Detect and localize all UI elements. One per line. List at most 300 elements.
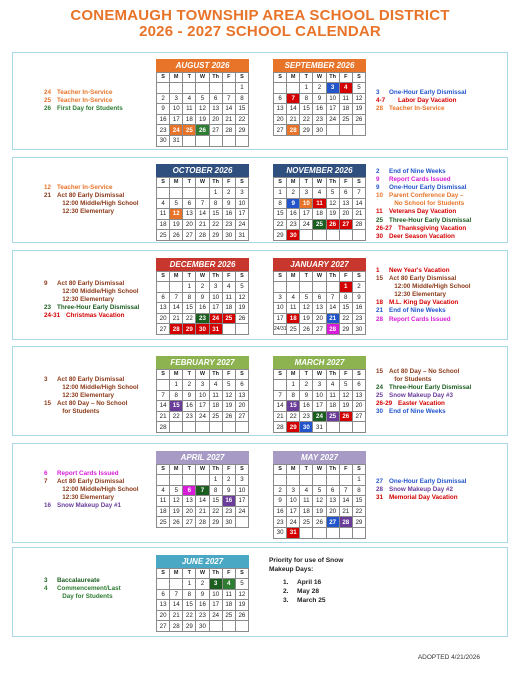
weekday-label: W (313, 370, 326, 380)
weekday-label: Th (326, 272, 339, 282)
priority-date: March 25 (297, 597, 326, 604)
day-cell: 25 (209, 411, 222, 422)
event-date: 4 (44, 585, 48, 593)
weekday-label: S (235, 465, 248, 475)
event-item (376, 208, 471, 216)
day-cell: 24 (209, 313, 222, 324)
weekday-label: Th (209, 73, 222, 83)
day-cell: 29 (183, 621, 196, 632)
day-cell: 22 (209, 219, 222, 230)
day-cell: 26 (170, 517, 183, 528)
event-item (44, 494, 139, 502)
day-cell: 3 (170, 93, 183, 104)
empty-cell (313, 527, 326, 538)
day-cell: 20 (183, 219, 196, 230)
weekday-label: W (313, 178, 326, 188)
empty-cell (170, 579, 183, 590)
event-date: 25 (376, 392, 384, 400)
weekday-label: W (196, 569, 209, 579)
event-date: 9 (376, 184, 380, 192)
empty-cell (183, 83, 196, 94)
weekday-label: W (313, 465, 326, 475)
day-cell: 31 (170, 135, 183, 146)
event-date: 10 (376, 192, 384, 200)
weekday-label: F (339, 272, 352, 282)
weekday-label: S (235, 272, 248, 282)
day-cell: 2 (287, 188, 300, 199)
day-cell: 18 (209, 401, 222, 412)
day-cell: 18 (157, 219, 170, 230)
day-cell: 8 (209, 485, 222, 496)
day-cell: 7 (196, 198, 209, 209)
day-cell: 23 (352, 313, 365, 324)
day-cell: 5 (300, 292, 313, 303)
empty-cell (222, 621, 235, 632)
day-cell: 11 (157, 209, 170, 220)
priority-item (283, 587, 343, 596)
day-cell: 5 (313, 485, 326, 496)
day-cell: 1 (300, 83, 313, 94)
day-cell: 5 (222, 380, 235, 391)
weekday-label: M (287, 370, 300, 380)
event-date: 24 (376, 384, 384, 392)
weekday-label: Th (209, 465, 222, 475)
calendar-feb (156, 356, 249, 433)
day-cell: 24 (300, 219, 313, 230)
day-cell: 28 (196, 230, 209, 241)
day-cell: 12 (170, 496, 183, 507)
weekday-label: T (183, 73, 196, 83)
weekday-label: M (170, 272, 183, 282)
day-cell: 4 (339, 83, 352, 94)
day-cell: 24 (287, 517, 300, 528)
day-cell: 26 (235, 610, 248, 621)
day-cell: 17 (300, 209, 313, 220)
empty-cell (235, 621, 248, 632)
day-cell: 9 (313, 93, 326, 104)
day-cell: 4 (222, 282, 235, 293)
day-cell: 3 (274, 292, 287, 303)
event-label: Three-Hour Early Dismissal (389, 384, 472, 392)
event-date: 30 (376, 408, 384, 416)
weekday-label: Th (326, 73, 339, 83)
day-cell: 29 (339, 324, 352, 335)
month-header: MAY 2027 (273, 451, 366, 464)
day-cell: 22 (274, 219, 287, 230)
event-date: 28 (376, 105, 384, 113)
weekday-label: Th (209, 272, 222, 282)
empty-cell (326, 125, 339, 136)
event-label: M.L. King Day Vacation (389, 299, 459, 307)
day-cell: 21 (352, 209, 365, 220)
day-cell: 12 (235, 589, 248, 600)
event-date: 25 (44, 97, 52, 105)
day-cell: 25 (222, 313, 235, 324)
weekday-label: S (157, 178, 170, 188)
day-cell: 27 (209, 125, 222, 136)
empty-cell (183, 135, 196, 146)
event-date: 9 (376, 176, 380, 184)
event-date: 27 (376, 478, 384, 485)
priority-box (269, 556, 343, 605)
month-header: NOVEMBER 2026 (273, 164, 366, 177)
day-cell: 2 (157, 93, 170, 104)
weekday-label: W (196, 370, 209, 380)
event-date: 18 (376, 299, 384, 307)
day-cell: 30 (300, 422, 313, 433)
day-cell: 21 (170, 313, 183, 324)
event-item (44, 400, 139, 408)
day-cell: 25 (183, 125, 196, 136)
empty-cell (235, 422, 248, 433)
day-cell: 2 (222, 475, 235, 486)
event-item (44, 376, 139, 384)
event-date: 3 (44, 577, 48, 584)
day-cell: 8 (209, 198, 222, 209)
empty-cell (274, 282, 287, 293)
event-item (44, 89, 123, 97)
weekday-label: S (274, 178, 287, 188)
day-cell: 6 (157, 589, 170, 600)
day-cell: 24 (235, 219, 248, 230)
day-cell: 26 (352, 114, 365, 125)
day-cell: 3 (313, 380, 326, 391)
day-cell: 24 (326, 114, 339, 125)
month-header: DECEMBER 2026 (156, 258, 249, 271)
event-item (376, 307, 471, 315)
day-cell: 8 (274, 198, 287, 209)
day-cell: 19 (300, 313, 313, 324)
weekday-label: S (352, 73, 365, 83)
event-label: Parent Conference Day – (389, 192, 464, 200)
day-cell: 30 (196, 621, 209, 632)
day-cell: 17 (287, 506, 300, 517)
weekday-label: S (274, 272, 287, 282)
event-date: 6 (44, 470, 48, 477)
day-cell: 3 (196, 380, 209, 391)
day-cell: 18 (183, 114, 196, 125)
empty-cell (157, 475, 170, 486)
weekday-label: F (339, 178, 352, 188)
empty-cell (300, 282, 313, 293)
day-cell: 5 (235, 282, 248, 293)
district-title: CONEMAUGH TOWNSHIP AREA SCHOOL DISTRICT (70, 7, 450, 24)
event-label: for Students (57, 408, 100, 416)
day-cell: 23 (196, 610, 209, 621)
event-label: 12:30 Elementary (57, 392, 115, 400)
day-cell: 7 (274, 390, 287, 401)
day-cell: 12 (235, 292, 248, 303)
weekday-label: M (287, 178, 300, 188)
day-cell: 17 (209, 600, 222, 611)
event-label: Teacher In-Service (57, 89, 113, 96)
day-cell: 29 (274, 230, 287, 241)
event-label: Day for Students (57, 593, 113, 601)
day-cell: 2 (313, 83, 326, 94)
day-cell: 16 (313, 104, 326, 115)
event-item (376, 384, 471, 392)
day-cell: 22 (300, 114, 313, 125)
weekday-label: Th (326, 370, 339, 380)
event-date: 24-31 (44, 312, 61, 320)
empty-cell (313, 282, 326, 293)
event-item (44, 97, 123, 105)
day-cell: 28 (326, 324, 339, 335)
event-date: 15 (376, 368, 384, 375)
empty-cell (300, 475, 313, 486)
event-item (44, 577, 121, 585)
day-cell: 15 (209, 209, 222, 220)
event-item (44, 288, 139, 296)
day-cell: 3 (209, 579, 222, 590)
weekday-label: F (222, 272, 235, 282)
day-cell: 18 (339, 104, 352, 115)
day-cell: 2 (222, 188, 235, 199)
day-cell: 3 (209, 282, 222, 293)
day-cell: 5 (170, 485, 183, 496)
event-label: 12:00 Middle/High School (389, 283, 471, 291)
day-cell: 12 (326, 198, 339, 209)
day-cell: 15 (352, 496, 365, 507)
day-cell: 3 (326, 83, 339, 94)
day-cell: 5 (235, 579, 248, 590)
day-cell: 15 (170, 401, 183, 412)
calendar-mar (273, 356, 366, 433)
day-cell: 21 (170, 610, 183, 621)
weekday-label: S (157, 465, 170, 475)
priority-number: 2. (283, 588, 289, 595)
day-cell: 13 (183, 209, 196, 220)
day-cell: 26 (196, 125, 209, 136)
event-date: 31 (376, 494, 384, 502)
events-row4-right (376, 368, 471, 417)
day-cell: 30 (196, 324, 209, 335)
day-cell: 13 (313, 303, 326, 314)
day-cell: 30 (222, 517, 235, 528)
event-item (376, 291, 471, 299)
empty-cell (287, 282, 300, 293)
day-cell: 26 (170, 230, 183, 241)
day-cell: 1 (170, 380, 183, 391)
day-cell: 16 (157, 114, 170, 125)
weekday-label: F (339, 73, 352, 83)
day-cell: 17 (170, 114, 183, 125)
day-cell: 7 (287, 93, 300, 104)
day-cell: 19 (352, 104, 365, 115)
day-cell: 4 (157, 198, 170, 209)
event-date: 2 (376, 168, 380, 175)
weekday-label: S (235, 178, 248, 188)
day-cell: 19 (326, 209, 339, 220)
day-cell: 29 (209, 230, 222, 241)
day-cell: 14 (157, 401, 170, 412)
day-cell: 1 (183, 282, 196, 293)
event-date: 30 (376, 232, 384, 240)
event-label: First Day for Students (57, 105, 123, 113)
day-cell: 1 (209, 475, 222, 486)
day-cell: 4 (326, 380, 339, 391)
empty-cell (287, 475, 300, 486)
day-cell: 7 (157, 390, 170, 401)
weekday-label: S (157, 73, 170, 83)
event-label: Act 80 Day – No School (57, 400, 128, 408)
event-label: Deer Season Vacation (389, 232, 455, 240)
event-item (376, 494, 466, 502)
day-cell: 29 (209, 517, 222, 528)
day-cell: 4 (183, 93, 196, 104)
day-cell: 21 (157, 411, 170, 422)
event-label: Teacher In-Service (57, 97, 113, 105)
event-label: One-Hour Early Dismissal (389, 89, 467, 96)
day-cell: 22 (352, 506, 365, 517)
empty-cell (339, 422, 352, 433)
priority-item (283, 596, 343, 605)
day-cell: 27 (326, 517, 339, 528)
priority-date: May 28 (297, 588, 319, 595)
empty-cell (196, 188, 209, 199)
day-cell: 27 (352, 411, 365, 422)
day-cell: 24 (235, 506, 248, 517)
weekday-label: T (183, 178, 196, 188)
events-row3-right (376, 267, 471, 324)
empty-cell (300, 527, 313, 538)
day-cell: 19 (339, 401, 352, 412)
calendar-sep (273, 59, 366, 136)
day-cell: 31 (287, 527, 300, 538)
day-cell: 12 (339, 390, 352, 401)
events-row2-right (376, 168, 471, 241)
empty-cell (339, 125, 352, 136)
empty-cell (313, 230, 326, 241)
day-cell: 14 (222, 104, 235, 115)
day-cell: 28 (222, 125, 235, 136)
day-cell: 16 (352, 303, 365, 314)
day-cell: 23 (222, 219, 235, 230)
empty-cell (157, 188, 170, 199)
day-cell: 8 (183, 292, 196, 303)
day-cell: 7 (196, 485, 209, 496)
day-cell: 21 (196, 506, 209, 517)
day-cell: 14 (274, 401, 287, 412)
day-cell: 1 (274, 188, 287, 199)
event-date: 25 (376, 216, 384, 224)
events-row3-left (44, 280, 139, 320)
empty-cell (300, 230, 313, 241)
event-label: Teacher In-Service (389, 105, 445, 113)
day-cell: 25 (157, 230, 170, 241)
events-row5-right (376, 478, 466, 502)
event-label: One-Hour Early Dismissal (389, 478, 467, 485)
day-cell: 13 (157, 303, 170, 314)
event-item (376, 478, 466, 486)
day-cell: 20 (352, 401, 365, 412)
day-cell: 18 (326, 401, 339, 412)
event-date: 12 (44, 184, 52, 191)
day-cell: 25 (287, 324, 300, 335)
adopted-date: ADOPTED 4/21/2026 (417, 654, 480, 661)
event-item (376, 89, 466, 97)
calendar-apr (156, 451, 249, 528)
day-cell: 15 (235, 104, 248, 115)
day-cell: 31 (209, 324, 222, 335)
weekday-label: W (313, 73, 326, 83)
day-cell: 3 (235, 188, 248, 199)
day-cell: 22 (209, 506, 222, 517)
day-cell: 28 (352, 219, 365, 230)
empty-cell (326, 475, 339, 486)
day-cell: 23 (287, 219, 300, 230)
day-cell: 28 (170, 621, 183, 632)
event-item (376, 299, 471, 307)
day-cell: 21 (326, 313, 339, 324)
empty-cell (326, 230, 339, 241)
weekday-label: T (183, 272, 196, 282)
event-item (44, 296, 139, 304)
empty-cell (274, 83, 287, 94)
day-cell: 18 (300, 506, 313, 517)
weekday-label: T (183, 569, 196, 579)
day-cell: 5 (326, 188, 339, 199)
day-cell: 5 (196, 93, 209, 104)
event-item (376, 486, 466, 494)
day-cell: 1 (352, 475, 365, 486)
day-cell: 8 (287, 390, 300, 401)
events-row6-left (44, 577, 121, 601)
empty-cell (157, 83, 170, 94)
weekday-label: T (300, 370, 313, 380)
day-cell: 14 (170, 303, 183, 314)
day-cell: 1 (339, 282, 352, 293)
day-cell: 7 (339, 485, 352, 496)
day-cell: 28 (287, 125, 300, 136)
day-cell: 6 (235, 380, 248, 391)
day-cell: 19 (313, 506, 326, 517)
day-cell: 24 (196, 411, 209, 422)
day-cell: 29 (352, 517, 365, 528)
event-item (44, 384, 139, 392)
empty-cell (326, 282, 339, 293)
event-label: No School for Students (389, 200, 465, 208)
event-date: 21 (44, 192, 52, 200)
day-cell: 27 (157, 621, 170, 632)
event-item (376, 392, 471, 400)
empty-cell (170, 282, 183, 293)
event-item (44, 200, 139, 208)
empty-cell (222, 135, 235, 146)
empty-cell (222, 324, 235, 335)
event-item (376, 376, 471, 384)
day-cell: 13 (274, 104, 287, 115)
day-cell: 24 (313, 411, 326, 422)
event-label: End of Nine Weeks (389, 307, 446, 315)
day-cell: 10 (326, 93, 339, 104)
day-cell: 23 (222, 506, 235, 517)
weekday-label: S (352, 272, 365, 282)
month-header: MARCH 2027 (273, 356, 366, 369)
day-cell: 13 (183, 496, 196, 507)
day-cell: 2 (352, 282, 365, 293)
empty-cell (352, 230, 365, 241)
day-cell: 30 (222, 230, 235, 241)
day-cell: 2 (196, 579, 209, 590)
event-item (44, 208, 139, 216)
day-cell: 4 (300, 485, 313, 496)
weekday-label: M (170, 465, 183, 475)
day-cell: 11 (183, 104, 196, 115)
day-cell: 19 (170, 506, 183, 517)
day-cell: 2 (183, 380, 196, 391)
event-date: 3 (44, 376, 48, 383)
